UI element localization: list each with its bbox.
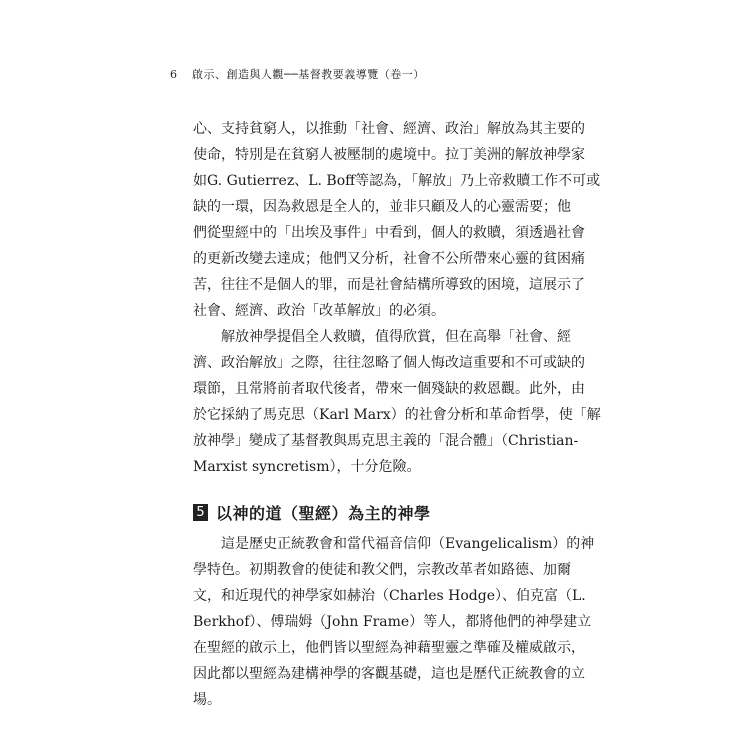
text-line: 文，和近現代的神學家如赫治（Charles Hodge）、伯克富（L. <box>193 588 586 604</box>
paragraph-3 <box>193 531 595 713</box>
text-line: 使命，特別是在貧窮人被壓制的處境中。拉丁美洲的解放神學家 <box>193 147 585 163</box>
text-line: 缺的一環，因為救恩是全人的，並非只顧及人的心靈需要；他 <box>193 199 571 215</box>
text-line: 場。 <box>193 692 221 708</box>
text-line: 的更新改變去達成；他們又分析，社會不公所帶來心靈的貧困痛 <box>193 251 585 267</box>
text-line: 這是歷史正統教會和當代福音信仰（Evangelicalism）的神 <box>221 536 595 552</box>
paragraph-1 <box>193 116 601 324</box>
text-line: Berkhof）、傅瑞姆（John Frame）等人，都將他們的神學建立 <box>193 614 592 630</box>
running-title: 啟示、創造與人觀──基督教要義導覽（卷一） <box>192 68 425 81</box>
text-line: 濟、政治解放」之際，往往忽略了個人悔改這重要和不可或缺的 <box>193 355 585 371</box>
section-number-badge: 5 <box>193 504 208 521</box>
page-number: 6 <box>170 68 178 81</box>
text-line: 環節，且常將前者取代後者，帶來一個殘缺的救恩觀。此外，由 <box>193 381 585 397</box>
text-line: 學特色。初期教會的使徒和教父們，宗教改革者如路德、加爾 <box>193 562 571 578</box>
text-line: Marxist syncretism），十分危險。 <box>193 459 421 475</box>
running-header <box>170 66 425 82</box>
section-heading <box>193 499 558 525</box>
text-line: 心、支持貧窮人，以推動「社會、經濟、政治」解放為其主要的 <box>193 121 585 137</box>
text-line: 社會、經濟、政治「改革解放」的必須。 <box>193 303 445 319</box>
text-line: 解放神學提倡全人救贖，值得欣賞，但在高舉「社會、經 <box>221 329 571 345</box>
text-line: 如G. Gutierrez、L. Boff等認為，「解放」乃上帝救贖工作不可或 <box>193 173 601 189</box>
text-line: 們從聖經中的「出埃及事件」中看到，個人的救贖，須透過社會 <box>193 225 585 241</box>
text-line: 在聖經的啟示上，他們皆以聖經為神藉聖靈之準確及權威啟示， <box>193 640 585 656</box>
section-title: 以神的道（聖經）為主的神學 <box>216 503 431 523</box>
text-line: 苦，往往不是個人的罪，而是社會結構所導致的困境，這展示了 <box>193 277 585 293</box>
text-line: 因此都以聖經為建構神學的客觀基礎，這也是歷代正統教會的立 <box>193 666 585 682</box>
text-line: 放神學」變成了基督教與馬克思主義的「混合體」（Christian- <box>193 433 579 449</box>
page-body <box>193 116 601 713</box>
text-line: 於它採納了馬克思（Karl Marx）的社會分析和革命哲學，使「解 <box>193 407 601 423</box>
paragraph-2 <box>193 324 601 480</box>
